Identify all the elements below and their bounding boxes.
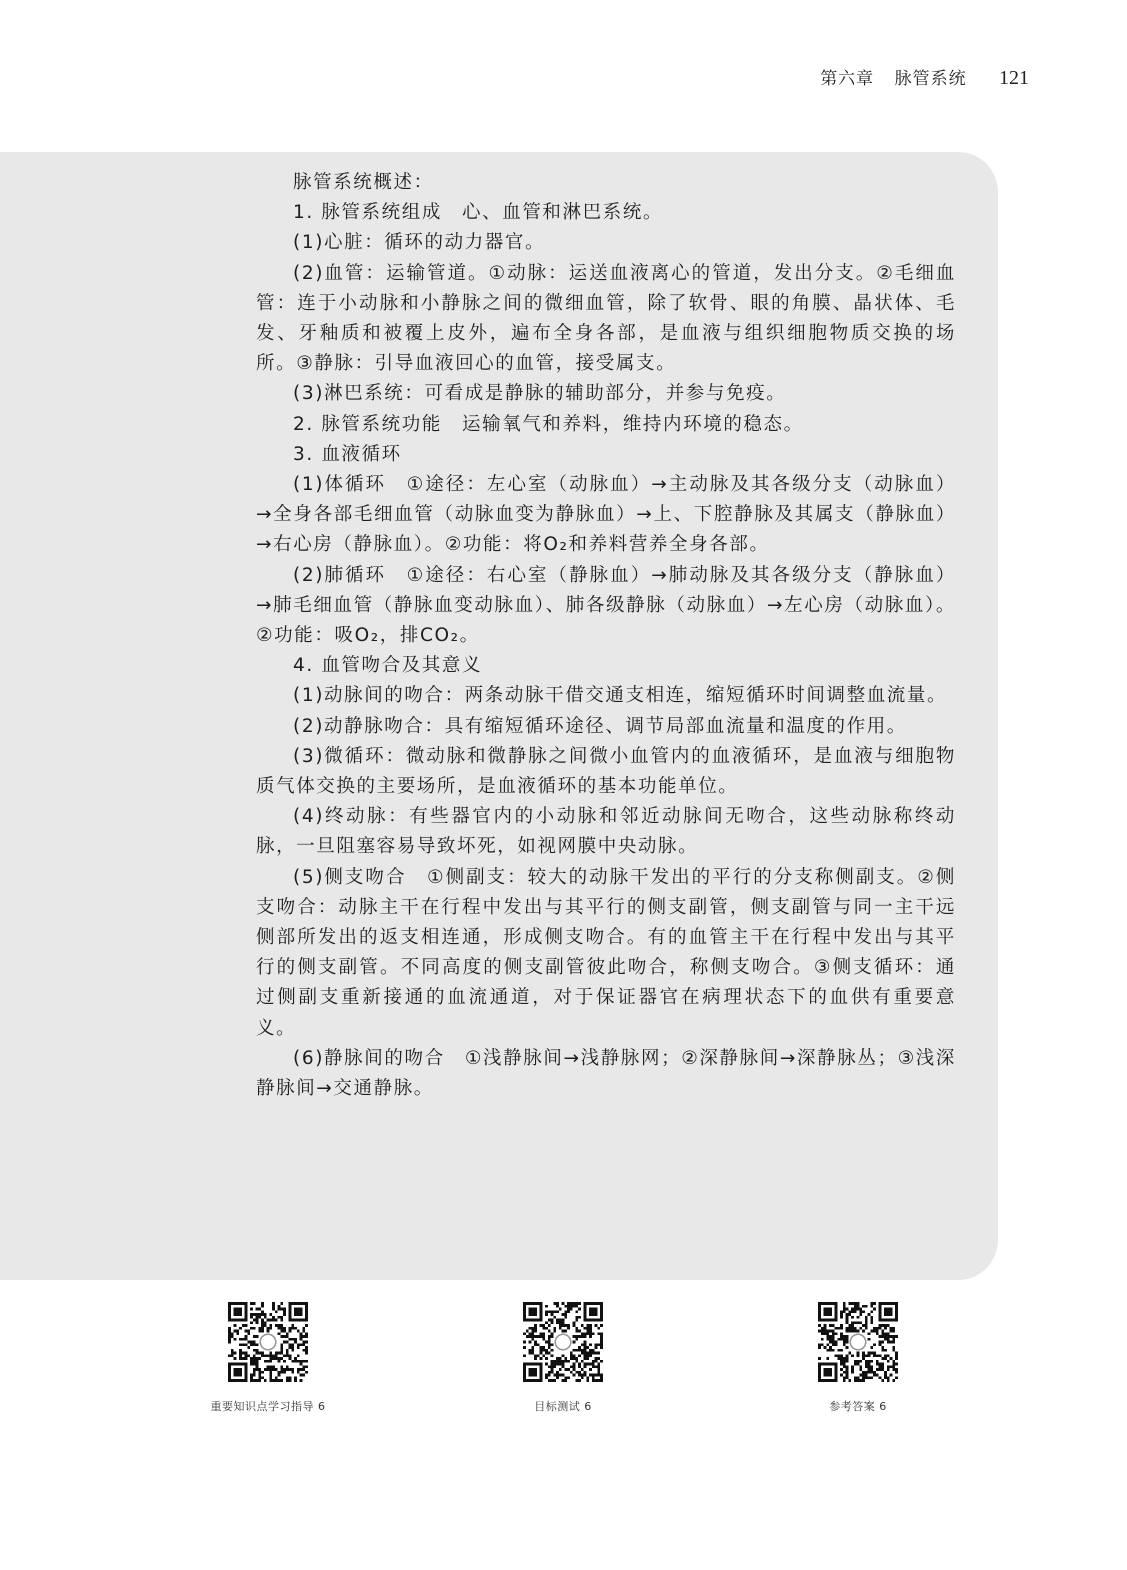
paragraph: 4. 血管吻合及其意义 [293, 655, 483, 677]
paragraph: (1)动脉间的吻合：两条动脉干借交通支相连，缩短循环时间调整血流量。 [293, 685, 948, 707]
page-number: 121 [999, 67, 1029, 89]
paragraph: 脉管系统概述： [293, 172, 434, 193]
paragraph: (2)动静脉吻合：具有缩短循环途径、调节局部血流量和温度的作用。 [293, 715, 907, 737]
paragraph: (3)微循环：微动脉和微静脉之间微小血管内的血液循环，是血液与细胞物质气体交换的主要场所，是血液循环的基本功能单位。 [256, 745, 956, 798]
qr-code-icon[interactable] [816, 1300, 900, 1384]
paragraph: 3. 血液循环 [293, 443, 402, 465]
paragraph: (3)淋巴系统：可看成是静脉的辅助部分，并参与免疫。 [293, 383, 787, 405]
qr-study-guide[interactable] [168, 1300, 368, 1414]
chapter-label: 第六章 [820, 69, 875, 89]
qr-answers[interactable] [758, 1300, 958, 1414]
paragraph: (2)血管：运输管道。①动脉：运送血液离心的管道，发出分支。②毛细血管：连于小动脉和小静脉之间的微细血管，除了软骨、眼的角膜、晶状体、毛发、牙釉质和被覆上皮外，遍布全身各部，是血液与组织细胞物质交换的场所。③静脉：引导血液回心的血管，接受属支。 [256, 262, 956, 375]
qr-code-row [0, 1300, 1127, 1420]
paragraph: 1. 脉管系统组成 心、血管和淋巴系统。 [293, 202, 664, 224]
section-title: 脉管系统 [894, 69, 967, 89]
qr-label: 目标测试 6 [534, 1400, 592, 1413]
paragraph: (5)侧支吻合 ①侧副支：较大的动脉干发出的平行的分支称侧副支。②侧支吻合：动脉主干在行程中发出与其平行的侧支副管，侧支副管与同一主干远侧部所发出的返支相连通，形成侧支吻合。有的血管主干在行程中发出与其平行的侧支副管。不同高度的侧支副管彼此吻合，称侧支吻合。③侧支循环：通过侧副支重新接通的血流通道，对于保证器官在病理状态下的血供有重要意义。 [256, 866, 956, 1039]
running-head [820, 64, 1029, 90]
qr-code-icon[interactable] [521, 1300, 605, 1384]
summary-content [256, 168, 956, 1104]
paragraph: (6)静脉间的吻合 ①浅静脉间→浅静脉网；②深静脉间→深静脉丛；③浅深静脉间→交通静脉。 [256, 1047, 956, 1100]
qr-target-test[interactable] [463, 1300, 663, 1414]
qr-code-icon[interactable] [226, 1300, 310, 1384]
paragraph: (1)体循环 ①途径：左心室（动脉血）→主动脉及其各级分支（动脉血）→全身各部毛细血管（动脉血变为静脉血）→上、下腔静脉及其属支（静脉血）→右心房（静脉血）。②功能：将O₂和养料营养全身各部。 [256, 474, 956, 556]
qr-label: 重要知识点学习指导 6 [210, 1400, 326, 1413]
paragraph: (1)心脏：循环的动力器官。 [293, 232, 546, 254]
paragraph: 2. 脉管系统功能 运输氧气和养料，维持内环境的稳态。 [293, 413, 804, 435]
qr-label: 参考答案 6 [829, 1400, 887, 1413]
paragraph: (4)终动脉：有些器官内的小动脉和邻近动脉间无吻合，这些动脉称终动脉，一旦阻塞容易导致坏死，如视网膜中央动脉。 [256, 806, 956, 858]
paragraph: (2)肺循环 ①途径：右心室（静脉血）→肺动脉及其各级分支（静脉血）→肺毛细血管（静脉血变动脉血）、肺各级静脉（动脉血）→左心房（动脉血）。②功能：吸O₂，排CO₂。 [256, 564, 956, 647]
